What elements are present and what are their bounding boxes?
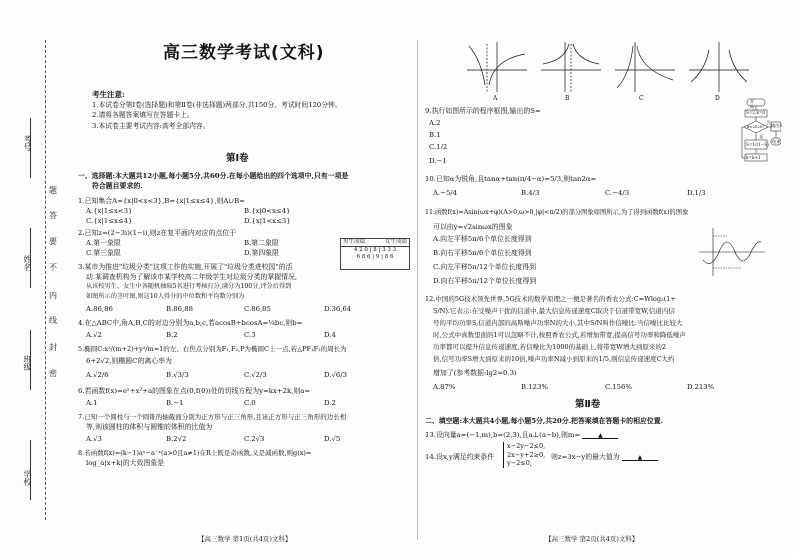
question-7: 7.已知一个圆柱与一个圆锥的轴截面分别为正方形与正三角形,且该正方形与正三角形的边长相 xyxy=(78,413,347,421)
flow-no: 否 xyxy=(766,120,771,125)
question-14-cont xyxy=(551,452,658,462)
question-6: 6.若函数f(x)=eˣ+x²+a的图象在点(0,f(0))处的切线方程为y=kx+2k,则a= xyxy=(78,387,311,395)
option: A.2 xyxy=(429,119,441,127)
flow-update-s: S=1/(1−S) xyxy=(746,142,769,147)
question-8-cont: log_a|x+k|的大致图象是 xyxy=(86,459,165,467)
option: D.213% xyxy=(687,383,715,391)
option: C.3 xyxy=(244,331,256,339)
option: C.{x|1≤x≤4} xyxy=(86,217,133,225)
binding-margin xyxy=(0,0,60,557)
question-14 xyxy=(425,452,494,462)
notice-line: 2.请将各题答案填写在答题卡上。 xyxy=(92,111,194,120)
option: B.2√2 xyxy=(166,435,187,443)
answer-blank[interactable] xyxy=(582,431,618,439)
stem-leaf-left-header: 男生成绩 xyxy=(343,239,366,245)
question-5: 5.椭圆C:x²/(m+2)+y²/m=1的左、右焦点分别为F₁,F₂,P为椭圆C上一点,若△PF₁F₂的周长为 xyxy=(78,345,347,353)
question-12: 12.中国的5G技术领先世界,5G技术的数学原理之一便是著名的香农公式:C=Wlog₂(1+ xyxy=(425,295,676,303)
seal-char: 答 xyxy=(49,211,57,220)
constraint: x−2y−2≤0, xyxy=(507,442,546,450)
option: D.第四象限 xyxy=(244,249,280,257)
option: C.156% xyxy=(605,383,632,391)
option: B.−1 xyxy=(166,399,184,407)
seal-char: 封 xyxy=(49,343,57,352)
option: D.36,64 xyxy=(324,305,352,313)
seal-char: 内 xyxy=(49,291,57,300)
stem-leaf-row: 4 2 0 | 8 | 3 3 3 xyxy=(353,247,397,253)
graph-label: C xyxy=(639,95,644,102)
kaohao-line xyxy=(30,118,31,178)
question-14-text-2: 则z=3x−y的最大值为 xyxy=(551,453,620,461)
option: C.0 xyxy=(244,399,256,407)
choice-intro-cont: 符合题目要求的. xyxy=(92,182,143,190)
option: D.4 xyxy=(324,331,336,339)
notice-line: 3.本试卷主要考试内容:高考全部内容。 xyxy=(92,121,210,130)
question-3-cont: 如图所示的茎叶图,则这10人得分的中位数和平均数分别为 xyxy=(86,293,245,300)
stem-leaf-table xyxy=(340,238,410,270)
option: D.−1 xyxy=(429,157,447,165)
question-12-cont: 功率都可以提升信息传递速度,若信噪比为1000的基础上,将带宽W增大到原来的2 xyxy=(433,343,666,351)
question-9: 9.执行如图所示的程序框图,输出的S= xyxy=(425,107,541,115)
question-10: 10.已知α为锐角,且tanα+tan(π/4−α)=5/3,则tan2α= xyxy=(425,175,597,183)
flow-end: 结束 xyxy=(772,139,781,144)
seal-char: 要 xyxy=(49,237,57,246)
option: D.向右平移5π/12个单位长度得到 xyxy=(433,277,537,285)
option: B.2 xyxy=(166,331,178,339)
option: C.86,85 xyxy=(244,305,271,313)
xingming-line xyxy=(30,228,31,288)
question-12-cont: 倍,信号功率S增大到原来的10倍,噪声功率N减小到原来的1/5,则信息传递速度C大约 xyxy=(433,355,675,363)
flow-update-k: k=k+1 xyxy=(746,155,761,160)
seal-char: 题 xyxy=(49,186,57,195)
graph-label: A xyxy=(493,95,498,102)
flow-start: 开始 xyxy=(750,99,755,109)
constraint-system xyxy=(503,442,545,468)
graph-label: B xyxy=(565,95,570,102)
option: C.第三象限 xyxy=(86,249,121,257)
page-two xyxy=(425,38,783,548)
option: B.{x|0<x≤4} xyxy=(244,207,291,215)
blank-triangle: ▲ xyxy=(598,432,603,439)
constraint: y−2≤0, xyxy=(507,459,532,467)
question-8: 8.若函数f(x)=(k−1)aˣ−a⁻ˣ(a>0且a≠1)在R上既是奇函数,又是减函数,则g(x)= xyxy=(78,449,312,457)
option: A.向左平移5π/6个单位长度得到 xyxy=(433,235,532,243)
question-12-cont: 增加了(参考数据:lg2≈0.3) xyxy=(433,369,517,377)
option: B.向右平移5π/6个单位长度得到 xyxy=(433,249,532,257)
option: D.√6/3 xyxy=(324,371,347,379)
stem-leaf-right-header: 女生成绩 xyxy=(384,239,407,245)
option: B.4/3 xyxy=(521,189,540,197)
question-12-cont: 号的平均功率S,信道内部的高斯噪声功率N的大小,其中S/N叫作信噪比.当信噪比比较大 xyxy=(433,319,683,327)
blank-triangle: ▲ xyxy=(637,454,643,461)
option: C.1/2 xyxy=(429,143,448,151)
fill-intro: 二、填空题:本大题共4小题,每小题5分,共20分.把答案填在答题卡的相应位置. xyxy=(425,417,664,425)
seal-char: 线 xyxy=(49,316,57,325)
xuexiao-line xyxy=(30,440,31,500)
page-one xyxy=(78,38,410,548)
option: A.1 xyxy=(86,399,98,407)
option: D.2 xyxy=(324,399,336,407)
seal-char: 密 xyxy=(49,369,57,378)
constraint: 2x−y+2≥0, xyxy=(507,450,546,459)
banji-line xyxy=(30,330,31,390)
question-13-text: 13.设向量a=(−1,m),b=(2,3),且a⊥(a−b),则m= xyxy=(425,431,581,439)
section-one-title: 第Ⅰ卷 xyxy=(226,153,249,164)
sine-graph xyxy=(697,226,767,278)
q8-option-graphs xyxy=(465,40,755,96)
question-14-text: 14.设x,y满足约束条件 xyxy=(425,453,495,461)
option: B.123% xyxy=(521,383,548,391)
stem-leaf-row: 6 8 6 | 9 | 8 6 xyxy=(356,254,394,260)
question-12-cont: 时,公式中真数里面的1可以忽略不计,按照香农公式,若增加带宽,提高信号功率和降低噪声 xyxy=(433,331,686,339)
option: C.向左平移5π/12个单位长度得到 xyxy=(433,263,537,271)
question-3: 3.某市为推进"垃圾分类"这项工作的实施,开展了"垃圾分类进校园"的活 xyxy=(78,263,293,271)
answer-blank[interactable] xyxy=(622,453,658,461)
seal-dashed-line xyxy=(45,40,46,520)
question-11-cont: 可以由y=√2sinωx的图象 xyxy=(433,223,513,231)
question-2: 2.已知z=(2−3i)(1−i),则z在复平面内对应的点位于 xyxy=(78,229,237,237)
option: B.86,88 xyxy=(166,305,193,313)
banji-label: 班级 xyxy=(23,355,32,371)
option: B.1 xyxy=(429,131,441,139)
option: C.2√3 xyxy=(244,435,265,443)
section-two-title: 第Ⅱ卷 xyxy=(575,399,601,410)
question-7-cont: 等,则该圆柱的体积与圆锥的体积的比值为 xyxy=(86,423,213,431)
page-title: 高三数学考试(文科) xyxy=(163,43,325,63)
page-footer: 【高三数学 第1页(共4页)文科】 xyxy=(198,535,292,543)
option: D.√5 xyxy=(324,435,341,443)
kaohao-label: 考号 xyxy=(23,135,32,151)
option: A.√3 xyxy=(86,435,102,443)
question-3-cont: 动.某调查机构为了解该市某学校高二年级学生对垃圾分类的掌握情况, xyxy=(86,273,298,281)
option: A.第一象限 xyxy=(86,239,121,247)
graph-label: D xyxy=(715,95,720,102)
flow-output: 输出S xyxy=(771,123,783,128)
option: A.87% xyxy=(433,383,456,391)
option: A.√2 xyxy=(86,331,102,339)
flow-condition: k<2020? xyxy=(747,124,765,129)
option: C.√2/3 xyxy=(244,371,267,379)
question-11: 11.函数f(x)=Asin(ωx+φ)(A>0,ω>0,|φ|<π/2)的部分图象如图所示,为了得到函数f(x)的图象 xyxy=(425,209,689,216)
option: A.{x|1≤x<3} xyxy=(86,207,133,215)
xuexiao-label: 学校 xyxy=(23,470,32,486)
flow-yes: 是 xyxy=(759,134,764,139)
xingming-label: 姓名 xyxy=(23,255,32,271)
question-12-cont: S/N).它表示:在受噪声干扰的信道中,最大信息传递速度C取决于信道带宽W,信道内信 xyxy=(433,307,675,315)
seal-char: 不 xyxy=(49,263,57,272)
notice-line: 1.本试卷分第Ⅰ卷(选择题)和第Ⅱ卷(非选择题)两部分,共150分。考试时间120分钟。 xyxy=(92,101,342,110)
question-3-cont: 从该校男生、女生中各随机抽取5名进行考核打分,满分为100分,评分后得到 xyxy=(86,283,292,290)
page-divider xyxy=(417,40,418,540)
question-4: 4.在△ABC中,角A,B,C的对边分别为a,b,c,若acosB+bcosA=¼bc,则b= xyxy=(78,319,303,327)
page-footer: 【高三数学 第2页(共4页)文科】 xyxy=(545,535,639,543)
question-1: 1.已知集合A={x|0<x<3},B={x|1≤x≤4},则A∪B= xyxy=(78,197,245,205)
choice-intro: 一、选择题:本大题共12小题,每小题5分,共60分.在每小题给出的四个选项中,只有一项是 xyxy=(78,172,349,180)
option: C.−4/3 xyxy=(605,189,630,197)
option: A.86,86 xyxy=(86,305,113,313)
question-5-cont: 6+2√2,则椭圆C的离心率为 xyxy=(86,357,172,365)
option: A.−5/4 xyxy=(433,189,458,197)
question-13 xyxy=(425,430,618,440)
flow-init: S=2,k=0 xyxy=(746,110,766,115)
notice-title: 考生注意: xyxy=(92,90,125,99)
option: D.{x|1<x≤3} xyxy=(244,217,291,225)
option: A.√2/6 xyxy=(86,371,109,379)
option: B.√3/3 xyxy=(166,371,189,379)
option: B.第二象限 xyxy=(244,239,279,247)
option: D.1/3 xyxy=(687,189,706,197)
notice-block xyxy=(78,90,410,131)
